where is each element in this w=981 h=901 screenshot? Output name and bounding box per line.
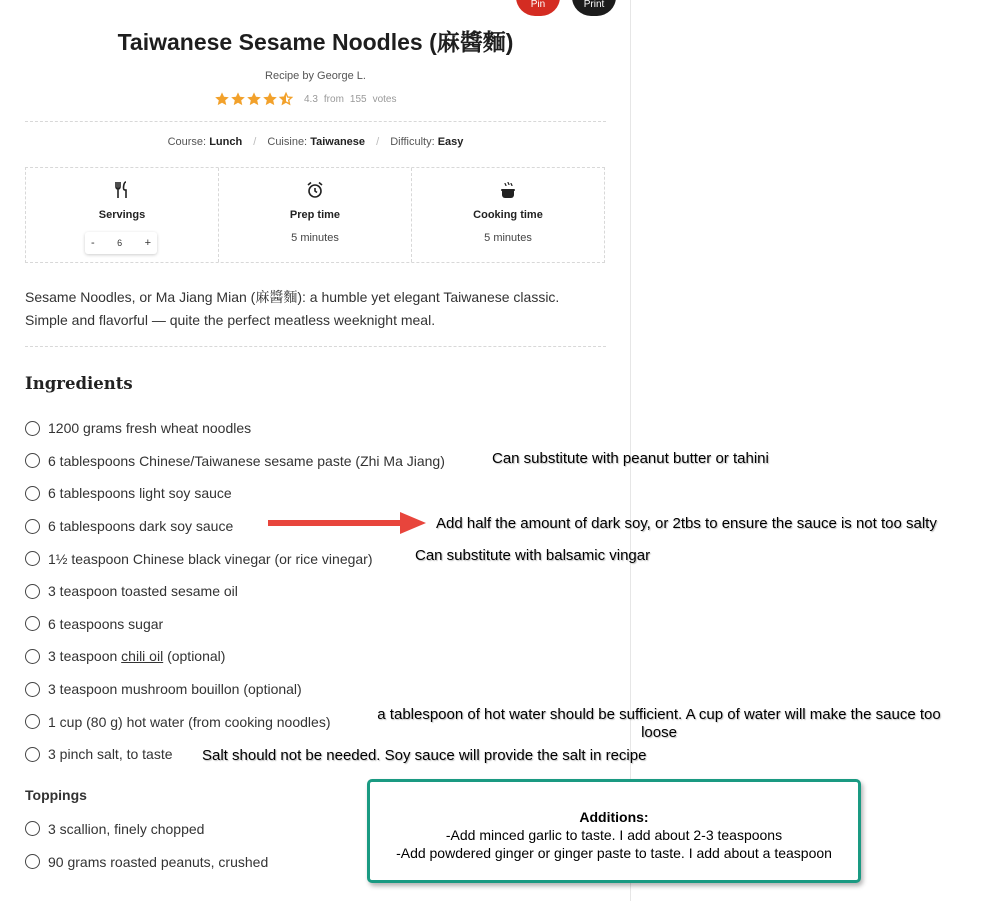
rating-from: from xyxy=(323,93,344,105)
ingredient-text: 3 teaspoon chili oil (optional) xyxy=(48,648,226,665)
ingredient-item[interactable] xyxy=(25,445,445,478)
checkbox-circle-icon[interactable] xyxy=(25,682,40,697)
ingredient-item[interactable] xyxy=(25,640,445,673)
recipe-info-box xyxy=(25,167,605,263)
difficulty-label: Difficulty: xyxy=(390,136,435,148)
description-line: Sesame Noodles, or Ma Jiang Mian (麻醬麵): a humble yet elegant Taiwanese classic. xyxy=(25,289,560,305)
pin-label: Pin xyxy=(530,0,546,10)
description-line: Simple and flavorful — quite the perfect meatless weeknight meal. xyxy=(25,312,436,328)
topping-text: 3 scallion, finely chopped xyxy=(48,820,205,837)
cuisine-label: Cuisine: xyxy=(267,136,308,148)
checkbox-circle-icon[interactable] xyxy=(25,649,40,664)
print-label: Print xyxy=(583,0,605,10)
star-icon[interactable] xyxy=(230,91,246,107)
checkbox-circle-icon[interactable] xyxy=(25,421,40,436)
annotation-salt: Salt should not be needed. Soy sauce will provide the salt in recipe xyxy=(202,747,647,764)
ingredient-item[interactable] xyxy=(25,575,445,608)
prep-time-cell xyxy=(219,168,412,262)
red-arrow-icon xyxy=(268,511,428,535)
chili-oil-link[interactable]: chili oil xyxy=(121,648,164,665)
ingredient-item[interactable] xyxy=(25,412,445,445)
ingredient-item[interactable] xyxy=(25,673,445,706)
cooking-time-cell xyxy=(412,168,604,262)
additions-line: -Add powdered ginger or ginger paste to taste. I add about a teaspoon xyxy=(396,845,832,861)
star-icon[interactable] xyxy=(214,91,230,107)
recipe-author: Recipe by George L. xyxy=(265,70,366,82)
course-label: Course: xyxy=(167,136,207,148)
rating xyxy=(214,91,403,107)
checkbox-circle-icon[interactable] xyxy=(25,714,40,729)
checkbox-circle-icon[interactable] xyxy=(25,747,40,762)
cooking-time-value: 5 minutes xyxy=(484,232,532,244)
annotation-sesame: Can substitute with peanut butter or tahini xyxy=(492,450,769,467)
checkbox-circle-icon[interactable] xyxy=(25,616,40,631)
course-value: Lunch xyxy=(209,136,243,148)
star-rating[interactable] xyxy=(214,91,294,107)
ingredient-item[interactable] xyxy=(25,477,445,510)
servings-value[interactable]: 6 xyxy=(117,238,123,248)
ingredient-item[interactable] xyxy=(25,542,445,575)
additions-title: Additions: xyxy=(579,809,649,825)
cooking-pot-icon xyxy=(499,181,517,199)
topping-text: 90 grams roasted peanuts, crushed xyxy=(48,853,269,870)
ingredient-text: 1½ teaspoon Chinese black vinegar (or rice vinegar) xyxy=(48,550,373,567)
alarm-clock-icon xyxy=(306,181,324,199)
ingredient-text: 6 tablespoons light soy sauce xyxy=(48,485,232,502)
ingredient-item[interactable] xyxy=(25,608,445,641)
rating-votes: 155 xyxy=(349,93,367,105)
checkbox-circle-icon[interactable] xyxy=(25,519,40,534)
star-outline-icon[interactable] xyxy=(278,91,294,107)
toppings-title: Toppings xyxy=(25,787,87,803)
ingredient-text: 6 teaspoons sugar xyxy=(48,615,164,632)
checkbox-circle-icon[interactable] xyxy=(25,584,40,599)
ingredient-text: 3 pinch salt, to taste xyxy=(48,746,173,763)
checkbox-circle-icon[interactable] xyxy=(25,821,40,836)
checkbox-circle-icon[interactable] xyxy=(25,486,40,501)
recipe-title: Taiwanese Sesame Noodles (麻醬麵) xyxy=(117,29,514,55)
rating-votes-label: votes xyxy=(372,93,397,105)
divider xyxy=(25,121,606,122)
additions-line: -Add minced garlic to taste. I add about 2-3 teaspoons xyxy=(445,827,783,843)
topping-item[interactable] xyxy=(25,812,268,845)
prep-time-label: Prep time xyxy=(289,209,341,221)
annotation-vinegar: Can substitute with balsamic vingar xyxy=(415,547,651,564)
toppings-list xyxy=(25,812,268,878)
annotation-water: a tablespoon of hot water should be sufficient. A cup of water will make the sauce too loose xyxy=(377,706,941,741)
additions-box xyxy=(367,779,861,883)
cooking-time-label: Cooking time xyxy=(473,209,543,221)
annotation-dark-soy: Add half the amount of dark soy, or 2tbs to ensure the sauce is not too salty xyxy=(436,515,937,532)
print-button[interactable] xyxy=(572,0,616,16)
decrement-button[interactable]: - xyxy=(91,237,95,249)
servings-cell xyxy=(26,168,219,262)
cuisine-value: Taiwanese xyxy=(310,136,366,148)
ingredient-text: 6 tablespoons dark soy sauce xyxy=(48,518,234,535)
divider xyxy=(25,346,606,347)
increment-button[interactable]: + xyxy=(144,237,151,249)
utensils-icon xyxy=(113,181,131,199)
ingredient-text: 3 teaspoon toasted sesame oil xyxy=(48,583,238,600)
ingredient-text: 1200 grams fresh wheat noodles xyxy=(48,420,252,437)
prep-time-value: 5 minutes xyxy=(291,232,339,244)
checkbox-circle-icon[interactable] xyxy=(25,854,40,869)
pin-button[interactable] xyxy=(516,0,560,16)
ingredient-text: 1 cup (80 g) hot water (from cooking noodles) xyxy=(48,713,331,730)
difficulty-value: Easy xyxy=(437,136,464,148)
rating-value: 4.3 xyxy=(304,93,318,105)
ingredients-title: Ingredients xyxy=(25,374,133,393)
servings-stepper[interactable] xyxy=(85,232,157,254)
servings-label: Servings xyxy=(98,209,146,221)
ingredient-text: 6 tablespoons Chinese/Taiwanese sesame paste (Zhi Ma Jiang) xyxy=(48,452,445,469)
topping-item[interactable] xyxy=(25,845,268,878)
star-icon[interactable] xyxy=(262,91,278,107)
ingredient-text: 3 teaspoon mushroom bouillon (optional) xyxy=(48,681,302,698)
star-icon[interactable] xyxy=(246,91,262,107)
checkbox-circle-icon[interactable] xyxy=(25,551,40,566)
recipe-description xyxy=(25,286,625,332)
checkbox-circle-icon[interactable] xyxy=(25,453,40,468)
recipe-meta: Course: Lunch / Cuisine: Taiwanese / Difficulty: Easy xyxy=(167,136,464,148)
